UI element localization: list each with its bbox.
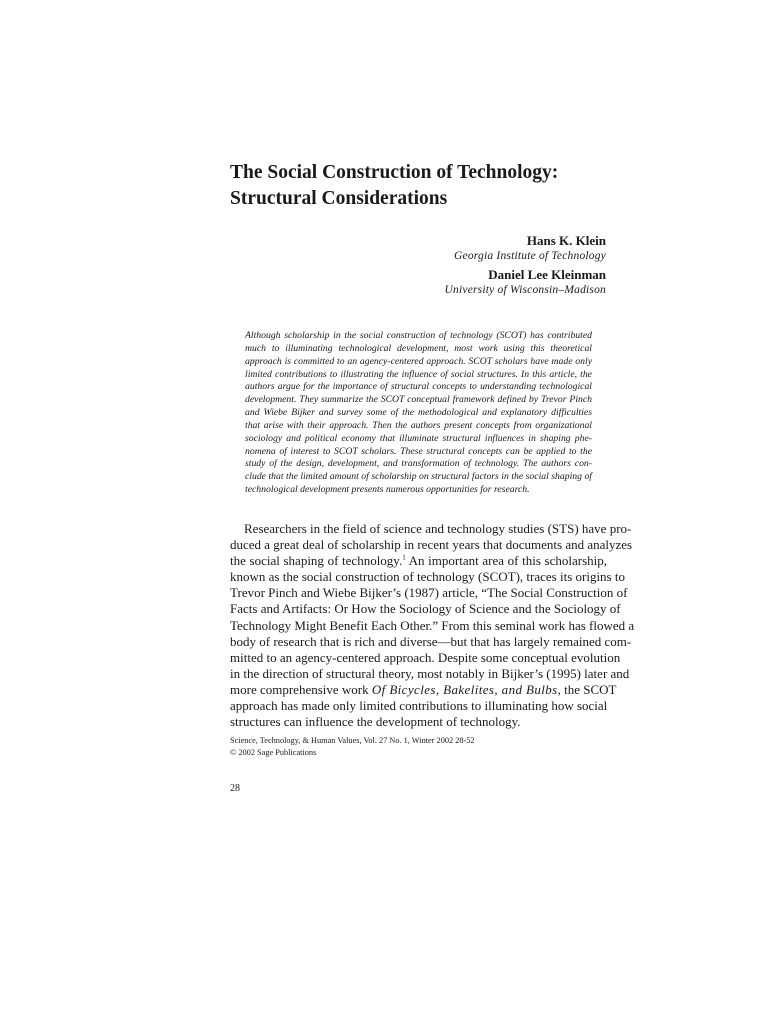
abstract-line: that arise with their approach. Then the authors present concepts from organizational bbox=[245, 419, 592, 431]
body-line bbox=[230, 553, 607, 569]
body-line: known as the social construction of technology (SCOT), traces its origins to bbox=[230, 569, 625, 585]
body-line: approach has made only limited contributions to illuminating how social bbox=[230, 698, 608, 714]
abstract-line: development. They summarize the SCOT conceptual framework defined by Trevor Pinch bbox=[245, 394, 592, 406]
abstract-line: study of the design, development, and transformation of technology. The authors con- bbox=[245, 458, 592, 470]
body-text-segment: , the SCOT bbox=[557, 681, 617, 697]
abstract-line: approach is committed to an agency-centered approach. SCOT scholars have made only bbox=[245, 355, 592, 367]
body-line: mitted to an agency-centered approach. Despite some conceptual evolution bbox=[230, 649, 621, 665]
author-affiliation: Georgia Institute of Technology bbox=[454, 250, 606, 262]
abstract-line: Although scholarship in the social construction of technology (SCOT) has contributed bbox=[245, 330, 592, 341]
body-text-segment: the social shaping of technology. bbox=[230, 553, 403, 569]
abstract-line: technological development presents numerous opportunities for research. bbox=[245, 484, 530, 496]
abstract-line: limited contributions to illustrating the influence of social structures. In this article, the bbox=[245, 368, 592, 380]
abstract bbox=[245, 330, 592, 497]
body-paragraph bbox=[230, 521, 635, 730]
publication-footer bbox=[230, 735, 475, 758]
body-line: structures can influence the development of technology. bbox=[230, 714, 521, 730]
article-title bbox=[230, 160, 630, 212]
author-block-1 bbox=[454, 233, 606, 264]
body-text-segment: more comprehensive work bbox=[230, 681, 372, 697]
abstract-line: and Wiebe Bijker and survey some of the methodological and explanatory difficulties bbox=[245, 407, 592, 419]
body-text-segment: An important area of this scholarship, bbox=[405, 553, 607, 569]
journal-citation: Science, Technology, & Human Values, Vol. 27 No. 1, Winter 2002 28-52 bbox=[230, 736, 475, 745]
book-title: Of Bicycles, Bakelites, and Bulbs bbox=[371, 681, 558, 697]
abstract-line: authors argue for the importance of structural concepts to understanding technological bbox=[245, 381, 592, 393]
page-number: 28 bbox=[230, 783, 240, 794]
body-line: body of research that is rich and diverse—but that has largely remained com- bbox=[230, 633, 632, 649]
author-affiliation: University of Wisconsin–Madison bbox=[444, 284, 606, 296]
abstract-line: clude that the limited amount of scholarship on structural factors in the social shaping of bbox=[245, 471, 592, 483]
author-block-2 bbox=[445, 267, 606, 298]
abstract-line: nomena of interest to SCOT scholars. These structural concepts can be applied to the bbox=[245, 445, 592, 457]
body-line: Technology Might Benefit Each Other.” From this seminal work has flowed a bbox=[230, 617, 635, 633]
body-line: Facts and Artifacts: Or How the Sociology of Science and the Sociology of bbox=[230, 601, 621, 617]
body-line: Trevor Pinch and Wiebe Bijker’s (1987) article, “The Social Construction of bbox=[230, 585, 628, 601]
body-line: in the direction of structural theory, most notably in Bijker’s (1995) later and bbox=[230, 665, 630, 681]
article-title-line-1: The Social Construction of Technology: bbox=[230, 162, 559, 183]
author-name: Hans K. Klein bbox=[526, 233, 606, 248]
author-name: Daniel Lee Kleinman bbox=[488, 267, 606, 282]
article-title-line-2: Structural Considerations bbox=[230, 188, 448, 209]
body-line bbox=[230, 681, 617, 698]
body-line: Researchers in the field of science and technology studies (STS) have pro- bbox=[244, 521, 632, 536]
body-line: duced a great deal of scholarship in recent years that documents and analyzes bbox=[230, 537, 633, 553]
abstract-line: sociology and political economy that illuminate structural influences in shaping phe- bbox=[245, 432, 592, 444]
footnote-reference[interactable]: 1 bbox=[402, 553, 406, 562]
abstract-line: much to illuminating technological development, most work using this theoretical bbox=[245, 342, 592, 354]
copyright-notice: © 2002 Sage Publications bbox=[230, 747, 317, 757]
